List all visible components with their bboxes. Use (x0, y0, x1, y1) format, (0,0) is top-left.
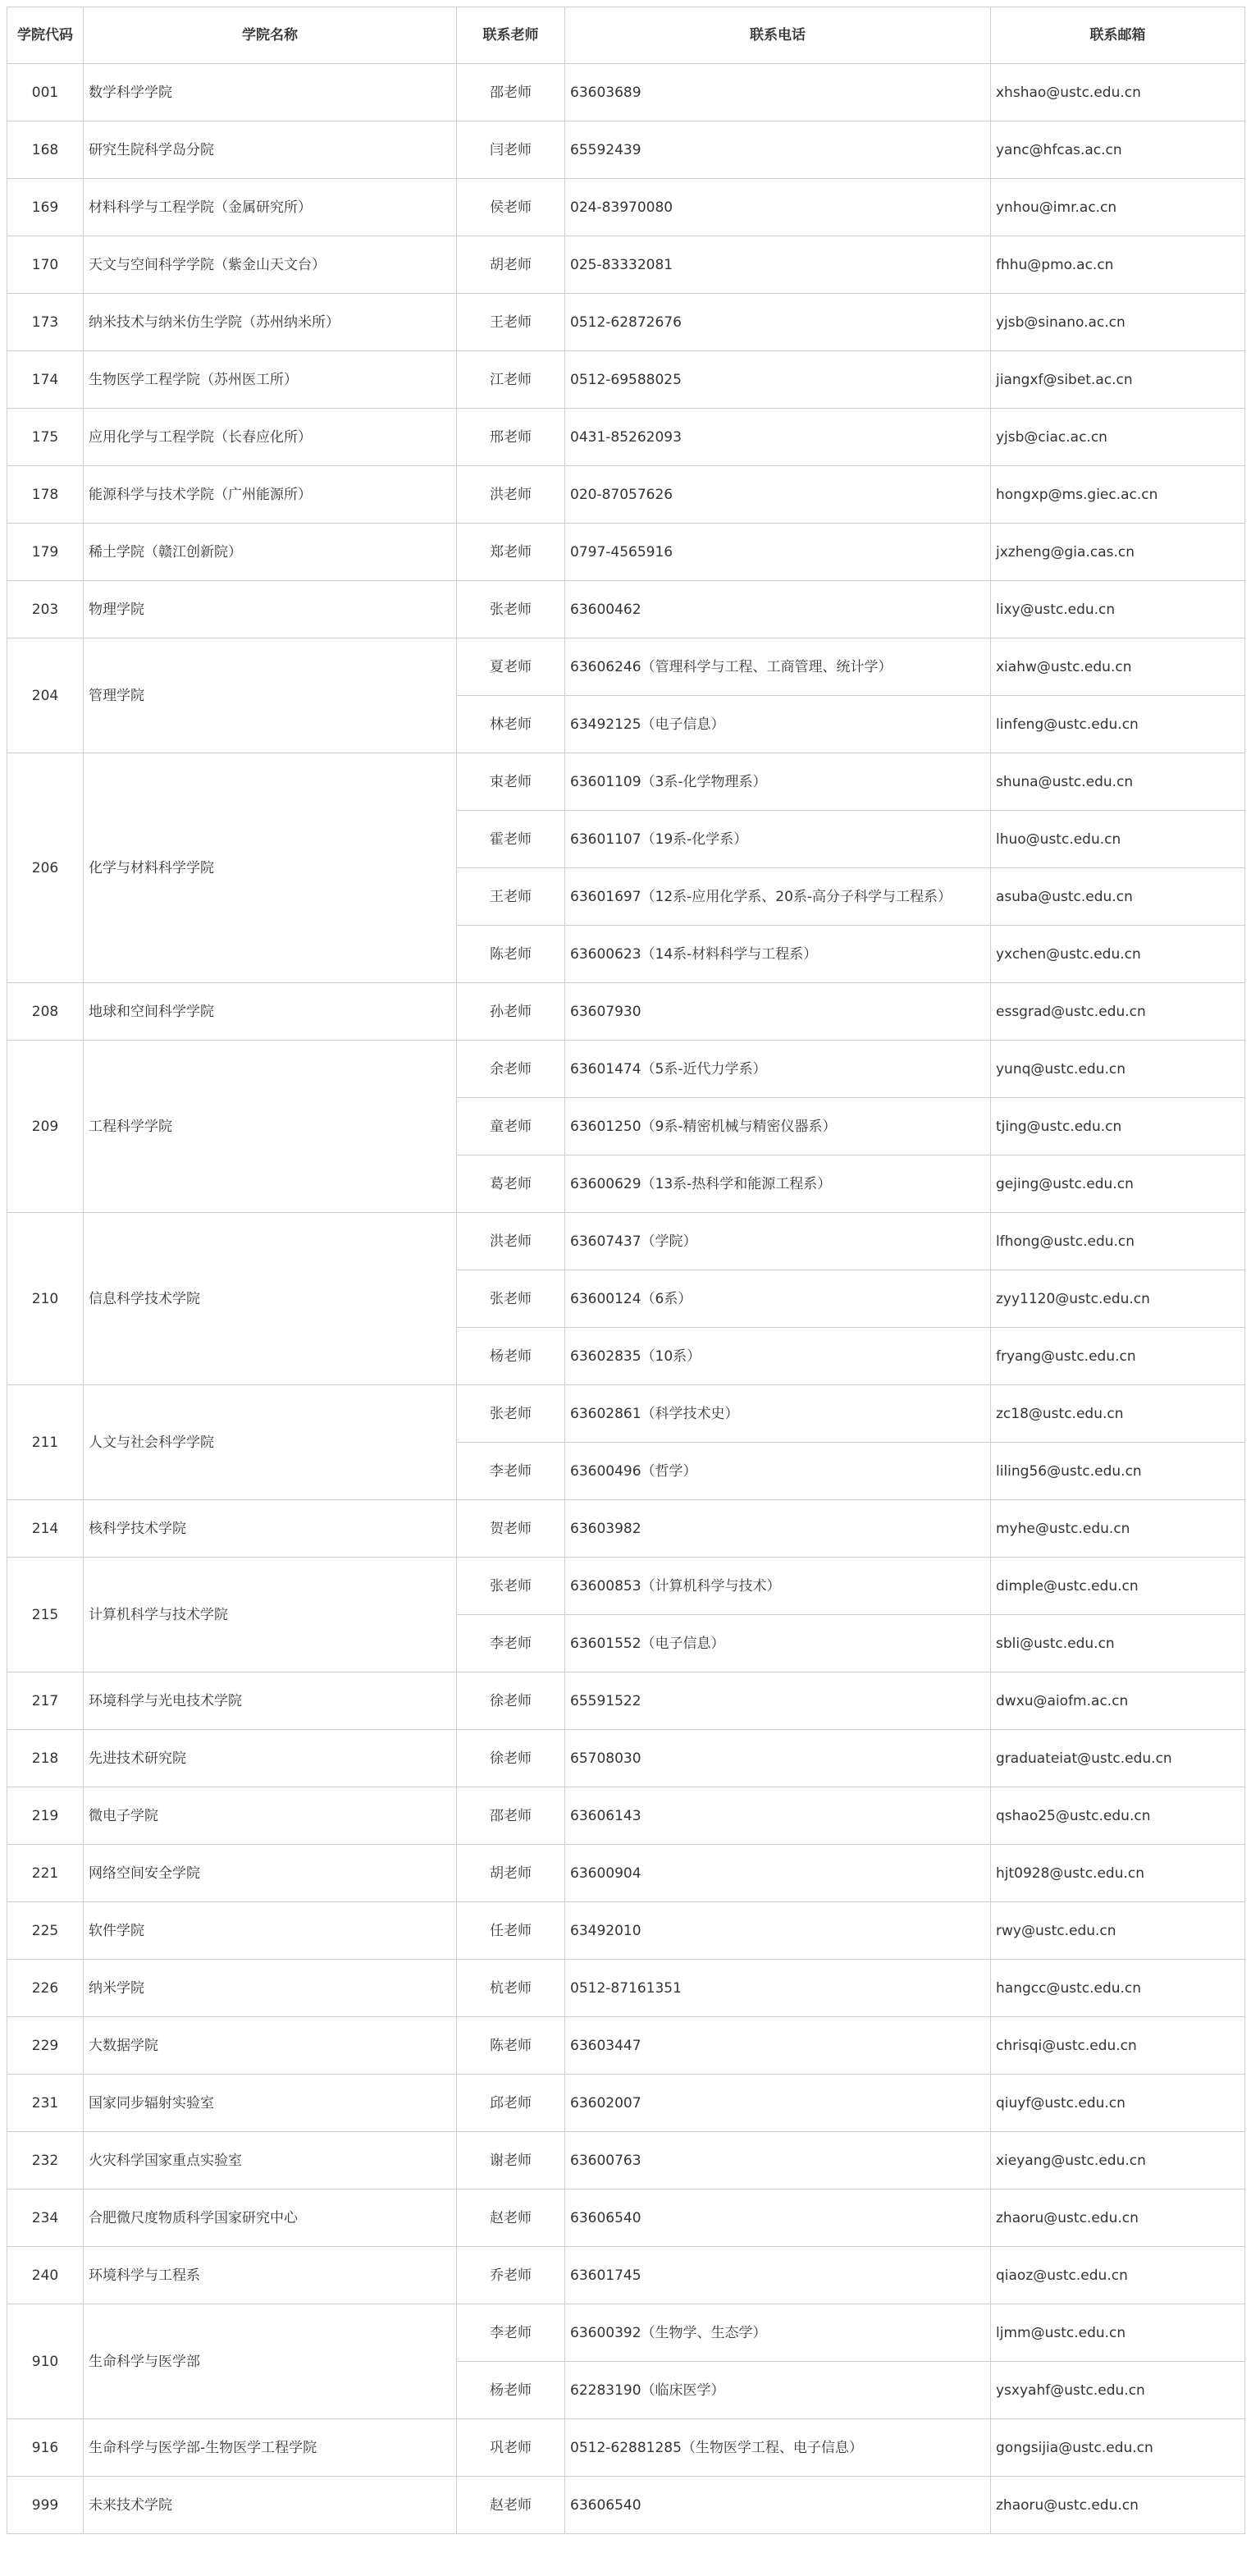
contact-teacher-cell: 孙老师 (457, 983, 565, 1041)
contact-email-cell: fhhu@pmo.ac.cn (991, 236, 1245, 294)
contact-teacher-cell: 赵老师 (457, 2189, 565, 2247)
contact-email-cell: tjing@ustc.edu.cn (991, 1098, 1245, 1155)
contact-email-cell: ysxyahf@ustc.edu.cn (991, 2362, 1245, 2419)
table-row (7, 2132, 1245, 2189)
contact-phone-cell: 63601552（电子信息） (565, 1615, 991, 1672)
table-row (7, 1902, 1245, 1960)
contact-phone-cell: 63601107（19系-化学系） (565, 811, 991, 868)
contact-phone-cell: 020-87057626 (565, 466, 991, 524)
contact-phone-cell: 0797-4565916 (565, 524, 991, 581)
college-name-cell: 先进技术研究院 (84, 1730, 457, 1787)
contact-email-cell: myhe@ustc.edu.cn (991, 1500, 1245, 1558)
college-code-cell: 209 (7, 1041, 84, 1213)
contact-email-cell: zyy1120@ustc.edu.cn (991, 1270, 1245, 1328)
college-code-cell: 910 (7, 2304, 84, 2419)
college-code-cell: 001 (7, 64, 84, 121)
contact-teacher-cell: 邵老师 (457, 1787, 565, 1845)
table-row (7, 121, 1245, 179)
contact-teacher-cell: 郑老师 (457, 524, 565, 581)
contact-phone-cell: 63601474（5系-近代力学系） (565, 1041, 991, 1098)
contact-teacher-cell: 邢老师 (457, 409, 565, 466)
table-header-row (7, 7, 1245, 64)
college-code-cell: 231 (7, 2075, 84, 2132)
contact-email-cell: graduateiat@ustc.edu.cn (991, 1730, 1245, 1787)
college-name-cell: 稀土学院（赣江创新院） (84, 524, 457, 581)
college-name-cell: 生命科学与医学部-生物医学工程学院 (84, 2419, 457, 2477)
table-row (7, 1558, 1245, 1615)
college-name-cell: 软件学院 (84, 1902, 457, 1960)
college-code-cell: 226 (7, 1960, 84, 2017)
contact-phone-cell: 025-83332081 (565, 236, 991, 294)
contact-phone-cell: 63606143 (565, 1787, 991, 1845)
contact-email-cell: xiahw@ustc.edu.cn (991, 638, 1245, 696)
college-name-cell: 核科学技术学院 (84, 1500, 457, 1558)
contact-phone-cell: 63600496（哲学） (565, 1443, 991, 1500)
contact-email-cell: xieyang@ustc.edu.cn (991, 2132, 1245, 2189)
contact-phone-cell: 63600392（生物学、生态学） (565, 2304, 991, 2362)
table-row (7, 2247, 1245, 2304)
contact-email-cell: qiuyf@ustc.edu.cn (991, 2075, 1245, 2132)
contact-email-cell: linfeng@ustc.edu.cn (991, 696, 1245, 753)
college-name-cell: 能源科学与技术学院（广州能源所） (84, 466, 457, 524)
college-code-cell: 174 (7, 351, 84, 409)
college-name-cell: 火灾科学国家重点实验室 (84, 2132, 457, 2189)
contact-phone-cell: 63606246（管理科学与工程、工商管理、统计学） (565, 638, 991, 696)
college-code-cell: 214 (7, 1500, 84, 1558)
contact-email-cell: yanc@hfcas.ac.cn (991, 121, 1245, 179)
table-row (7, 1385, 1245, 1443)
contact-phone-cell: 63600629（13系-热科学和能源工程系） (565, 1155, 991, 1213)
college-code-cell: 219 (7, 1787, 84, 1845)
contact-teacher-cell: 林老师 (457, 696, 565, 753)
contact-teacher-cell: 张老师 (457, 1558, 565, 1615)
contact-phone-cell: 024-83970080 (565, 179, 991, 236)
contact-teacher-cell: 余老师 (457, 1041, 565, 1098)
college-code-cell: 215 (7, 1558, 84, 1672)
college-code-cell: 208 (7, 983, 84, 1041)
college-code-cell: 221 (7, 1845, 84, 1902)
college-name-cell: 材料科学与工程学院（金属研究所） (84, 179, 457, 236)
college-name-cell: 计算机科学与技术学院 (84, 1558, 457, 1672)
contact-teacher-cell: 杭老师 (457, 1960, 565, 2017)
contact-email-cell: chrisqi@ustc.edu.cn (991, 2017, 1245, 2075)
college-name-cell: 环境科学与工程系 (84, 2247, 457, 2304)
table-row (7, 351, 1245, 409)
college-name-cell: 研究生院科学岛分院 (84, 121, 457, 179)
contact-table-container (7, 7, 1244, 2534)
contact-phone-cell: 63601250（9系-精密机械与精密仪器系） (565, 1098, 991, 1155)
contact-phone-cell: 63600904 (565, 1845, 991, 1902)
college-code-cell: 916 (7, 2419, 84, 2477)
college-name-cell: 微电子学院 (84, 1787, 457, 1845)
header-college-name: 学院名称 (84, 7, 457, 64)
contact-teacher-cell: 任老师 (457, 1902, 565, 1960)
contact-email-cell: ljmm@ustc.edu.cn (991, 2304, 1245, 2362)
contact-phone-cell: 0512-62872676 (565, 294, 991, 351)
contact-teacher-cell: 李老师 (457, 2304, 565, 2362)
college-code-cell: 173 (7, 294, 84, 351)
table-row (7, 2477, 1245, 2534)
contact-teacher-cell: 洪老师 (457, 1213, 565, 1270)
contact-phone-cell: 62283190（临床医学） (565, 2362, 991, 2419)
contact-phone-cell: 65708030 (565, 1730, 991, 1787)
table-row (7, 1672, 1245, 1730)
contact-phone-cell: 63607437（学院） (565, 1213, 991, 1270)
table-row (7, 638, 1245, 696)
college-name-cell: 纳米学院 (84, 1960, 457, 2017)
contact-email-cell: qiaoz@ustc.edu.cn (991, 2247, 1245, 2304)
table-row (7, 1041, 1245, 1098)
table-row (7, 294, 1245, 351)
contact-email-cell: xhshao@ustc.edu.cn (991, 64, 1245, 121)
college-code-cell: 217 (7, 1672, 84, 1730)
contact-phone-cell: 63602835（10系） (565, 1328, 991, 1385)
contact-teacher-cell: 张老师 (457, 1385, 565, 1443)
contact-email-cell: zc18@ustc.edu.cn (991, 1385, 1245, 1443)
table-row (7, 753, 1245, 811)
contact-teacher-cell: 夏老师 (457, 638, 565, 696)
college-code-cell: 234 (7, 2189, 84, 2247)
college-name-cell: 生命科学与医学部 (84, 2304, 457, 2419)
header-contact-teacher: 联系老师 (457, 7, 565, 64)
contact-phone-cell: 63600462 (565, 581, 991, 638)
college-name-cell: 合肥微尺度物质科学国家研究中心 (84, 2189, 457, 2247)
college-name-cell: 生物医学工程学院（苏州医工所） (84, 351, 457, 409)
contact-email-cell: qshao25@ustc.edu.cn (991, 1787, 1245, 1845)
college-name-cell: 化学与材料科学学院 (84, 753, 457, 983)
contact-teacher-cell: 童老师 (457, 1098, 565, 1155)
table-row (7, 1960, 1245, 2017)
college-code-cell: 204 (7, 638, 84, 753)
contact-teacher-cell: 侯老师 (457, 179, 565, 236)
contact-email-cell: zhaoru@ustc.edu.cn (991, 2477, 1245, 2534)
contact-phone-cell: 63492125（电子信息） (565, 696, 991, 753)
college-code-cell: 210 (7, 1213, 84, 1385)
contact-teacher-cell: 闫老师 (457, 121, 565, 179)
college-name-cell: 环境科学与光电技术学院 (84, 1672, 457, 1730)
contact-teacher-cell: 霍老师 (457, 811, 565, 868)
contact-email-cell: essgrad@ustc.edu.cn (991, 983, 1245, 1041)
table-row (7, 1845, 1245, 1902)
contact-phone-cell: 63606540 (565, 2189, 991, 2247)
contact-email-cell: lfhong@ustc.edu.cn (991, 1213, 1245, 1270)
header-contact-email: 联系邮箱 (991, 7, 1245, 64)
table-row (7, 179, 1245, 236)
contact-email-cell: ynhou@imr.ac.cn (991, 179, 1245, 236)
contact-email-cell: liling56@ustc.edu.cn (991, 1443, 1245, 1500)
contact-phone-cell: 63603447 (565, 2017, 991, 2075)
college-name-cell: 大数据学院 (84, 2017, 457, 2075)
contact-teacher-cell: 邵老师 (457, 64, 565, 121)
college-code-cell: 218 (7, 1730, 84, 1787)
college-code-cell: 999 (7, 2477, 84, 2534)
contact-teacher-cell: 徐老师 (457, 1730, 565, 1787)
college-name-cell: 地球和空间科学学院 (84, 983, 457, 1041)
contact-email-cell: sbli@ustc.edu.cn (991, 1615, 1245, 1672)
college-code-cell: 170 (7, 236, 84, 294)
contact-email-cell: asuba@ustc.edu.cn (991, 868, 1245, 926)
contact-email-cell: hongxp@ms.giec.ac.cn (991, 466, 1245, 524)
contact-teacher-cell: 胡老师 (457, 1845, 565, 1902)
college-name-cell: 工程科学学院 (84, 1041, 457, 1213)
college-name-cell: 纳米技术与纳米仿生学院（苏州纳米所） (84, 294, 457, 351)
contact-email-cell: dwxu@aiofm.ac.cn (991, 1672, 1245, 1730)
table-row (7, 2075, 1245, 2132)
contact-teacher-cell: 胡老师 (457, 236, 565, 294)
contact-email-cell: lhuo@ustc.edu.cn (991, 811, 1245, 868)
contact-email-cell: rwy@ustc.edu.cn (991, 1902, 1245, 1960)
contact-email-cell: gejing@ustc.edu.cn (991, 1155, 1245, 1213)
contact-phone-cell: 65592439 (565, 121, 991, 179)
contact-phone-cell: 63600853（计算机科学与技术） (565, 1558, 991, 1615)
contact-email-cell: shuna@ustc.edu.cn (991, 753, 1245, 811)
college-name-cell: 人文与社会科学学院 (84, 1385, 457, 1500)
contact-teacher-cell: 李老师 (457, 1615, 565, 1672)
contact-phone-cell: 63601697（12系-应用化学系、20系-高分子科学与工程系） (565, 868, 991, 926)
contact-phone-cell: 65591522 (565, 1672, 991, 1730)
table-row (7, 2304, 1245, 2362)
college-name-cell: 应用化学与工程学院（长春应化所） (84, 409, 457, 466)
contact-teacher-cell: 邱老师 (457, 2075, 565, 2132)
table-row (7, 1500, 1245, 1558)
college-code-cell: 203 (7, 581, 84, 638)
contact-email-cell: dimple@ustc.edu.cn (991, 1558, 1245, 1615)
contact-teacher-cell: 杨老师 (457, 2362, 565, 2419)
college-code-cell: 179 (7, 524, 84, 581)
contact-phone-cell: 63602007 (565, 2075, 991, 2132)
college-name-cell: 管理学院 (84, 638, 457, 753)
contact-teacher-cell: 赵老师 (457, 2477, 565, 2534)
contact-email-cell: gongsijia@ustc.edu.cn (991, 2419, 1245, 2477)
table-row (7, 1787, 1245, 1845)
college-contact-table (7, 7, 1245, 2534)
contact-phone-cell: 0512-69588025 (565, 351, 991, 409)
contact-email-cell: yjsb@sinano.ac.cn (991, 294, 1245, 351)
contact-phone-cell: 63603689 (565, 64, 991, 121)
table-row (7, 409, 1245, 466)
college-code-cell: 211 (7, 1385, 84, 1500)
college-name-cell: 物理学院 (84, 581, 457, 638)
table-body (7, 64, 1245, 2534)
college-name-cell: 未来技术学院 (84, 2477, 457, 2534)
contact-phone-cell: 63601109（3系-化学物理系） (565, 753, 991, 811)
contact-email-cell: yxchen@ustc.edu.cn (991, 926, 1245, 983)
college-name-cell: 信息科学技术学院 (84, 1213, 457, 1385)
contact-email-cell: yjsb@ciac.ac.cn (991, 409, 1245, 466)
contact-teacher-cell: 束老师 (457, 753, 565, 811)
contact-phone-cell: 63603982 (565, 1500, 991, 1558)
contact-teacher-cell: 洪老师 (457, 466, 565, 524)
contact-phone-cell: 63601745 (565, 2247, 991, 2304)
contact-teacher-cell: 陈老师 (457, 926, 565, 983)
contact-email-cell: lixy@ustc.edu.cn (991, 581, 1245, 638)
college-name-cell: 天文与空间科学学院（紫金山天文台） (84, 236, 457, 294)
table-row (7, 524, 1245, 581)
college-code-cell: 175 (7, 409, 84, 466)
contact-email-cell: hjt0928@ustc.edu.cn (991, 1845, 1245, 1902)
contact-phone-cell: 0512-62881285（生物医学工程、电子信息） (565, 2419, 991, 2477)
contact-phone-cell: 63600623（14系-材料科学与工程系） (565, 926, 991, 983)
contact-teacher-cell: 巩老师 (457, 2419, 565, 2477)
table-row (7, 2017, 1245, 2075)
table-row (7, 1213, 1245, 1270)
contact-email-cell: hangcc@ustc.edu.cn (991, 1960, 1245, 2017)
table-row (7, 2419, 1245, 2477)
header-contact-phone: 联系电话 (565, 7, 991, 64)
contact-email-cell: jxzheng@gia.cas.cn (991, 524, 1245, 581)
table-row (7, 983, 1245, 1041)
table-row (7, 64, 1245, 121)
college-code-cell: 225 (7, 1902, 84, 1960)
contact-phone-cell: 63602861（科学技术史） (565, 1385, 991, 1443)
contact-phone-cell: 63492010 (565, 1902, 991, 1960)
college-code-cell: 229 (7, 2017, 84, 2075)
college-code-cell: 232 (7, 2132, 84, 2189)
header-college-code: 学院代码 (7, 7, 84, 64)
college-code-cell: 169 (7, 179, 84, 236)
table-row (7, 2189, 1245, 2247)
contact-teacher-cell: 李老师 (457, 1443, 565, 1500)
contact-teacher-cell: 张老师 (457, 1270, 565, 1328)
table-row (7, 466, 1245, 524)
contact-phone-cell: 63607930 (565, 983, 991, 1041)
contact-teacher-cell: 张老师 (457, 581, 565, 638)
contact-teacher-cell: 陈老师 (457, 2017, 565, 2075)
contact-teacher-cell: 谢老师 (457, 2132, 565, 2189)
college-code-cell: 240 (7, 2247, 84, 2304)
contact-teacher-cell: 王老师 (457, 294, 565, 351)
contact-phone-cell: 63600124（6系） (565, 1270, 991, 1328)
contact-teacher-cell: 江老师 (457, 351, 565, 409)
contact-phone-cell: 63606540 (565, 2477, 991, 2534)
college-code-cell: 178 (7, 466, 84, 524)
college-name-cell: 网络空间安全学院 (84, 1845, 457, 1902)
contact-phone-cell: 63600763 (565, 2132, 991, 2189)
college-name-cell: 数学科学学院 (84, 64, 457, 121)
contact-teacher-cell: 杨老师 (457, 1328, 565, 1385)
contact-teacher-cell: 贺老师 (457, 1500, 565, 1558)
contact-teacher-cell: 乔老师 (457, 2247, 565, 2304)
contact-email-cell: zhaoru@ustc.edu.cn (991, 2189, 1245, 2247)
college-name-cell: 国家同步辐射实验室 (84, 2075, 457, 2132)
college-code-cell: 206 (7, 753, 84, 983)
contact-email-cell: fryang@ustc.edu.cn (991, 1328, 1245, 1385)
contact-teacher-cell: 葛老师 (457, 1155, 565, 1213)
contact-teacher-cell: 徐老师 (457, 1672, 565, 1730)
contact-email-cell: jiangxf@sibet.ac.cn (991, 351, 1245, 409)
contact-email-cell: yunq@ustc.edu.cn (991, 1041, 1245, 1098)
contact-phone-cell: 0512-87161351 (565, 1960, 991, 2017)
table-row (7, 1730, 1245, 1787)
college-code-cell: 168 (7, 121, 84, 179)
table-row (7, 236, 1245, 294)
contact-teacher-cell: 王老师 (457, 868, 565, 926)
contact-phone-cell: 0431-85262093 (565, 409, 991, 466)
table-row (7, 581, 1245, 638)
